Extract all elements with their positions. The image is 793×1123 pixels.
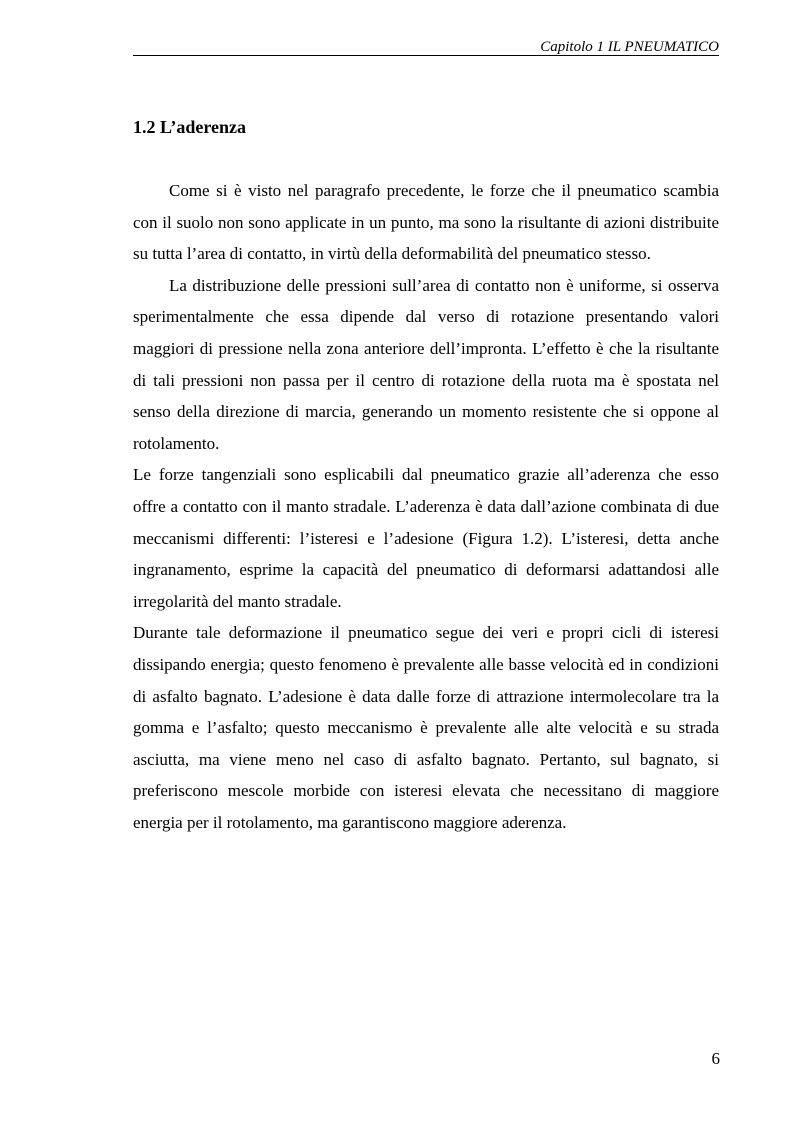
- running-header: Capitolo 1 IL PNEUMATICO: [540, 39, 719, 55]
- paragraph-4: Durante tale deformazione il pneumatico segue dei veri e propri cicli di isteresi dissipando energia; questo fenomeno è prevalente alle basse velocità ed in condizioni di asfalto bagnato. L’adesione è data dalle forze di attrazione intermolecolare tra la gomma e l’asfalto; questo meccanismo è prevalente alle alte velocità e su strada asciutta, ma viene meno nel caso di asfalto bagnato. Pertanto, sul bagnato, si preferiscono mescole morbide con isteresi elevata che necessitano di maggiore energia per il rotolamento, ma garantiscono maggiore aderenza.: [133, 623, 719, 832]
- paragraph-1: Come si è visto nel paragrafo precedente, le forze che il pneumatico scambia con il suolo non sono applicate in un punto, ma sono la risultante di azioni distribuite su tutta l’area di contatto, in virtù della deformabilità del pneumatico stesso.: [133, 181, 719, 264]
- paragraph-3: Le forze tangenziali sono esplicabili dal pneumatico grazie all’aderenza che esso offre a contatto con il manto stradale. L’aderenza è data dall’azione combinata di due meccanismi differenti: l’isteresi e l’adesione (Figura 1.2). L’isteresi, detta anche ingranamento, esprime la capacità del pneumatico di deformarsi adattandosi alle irregolarità del manto stradale.: [133, 465, 719, 611]
- header-divider: [133, 55, 719, 56]
- body-text: [133, 175, 719, 838]
- section-heading: 1.2 L’aderenza: [133, 117, 247, 137]
- page-number: 6: [711, 1049, 720, 1068]
- paragraph-2: La distribuzione delle pressioni sull’area di contatto non è uniforme, si osserva sperimentalmente che essa dipende dal verso di rotazione presentando valori maggiori di pressione nella zona anteriore dell’impronta. L’effetto è che la risultante di tali pressioni non passa per il centro di rotazione della ruota ma è spostata nel senso della direzione di marcia, generando un momento resistente che si oppone al rotolamento.: [133, 275, 719, 453]
